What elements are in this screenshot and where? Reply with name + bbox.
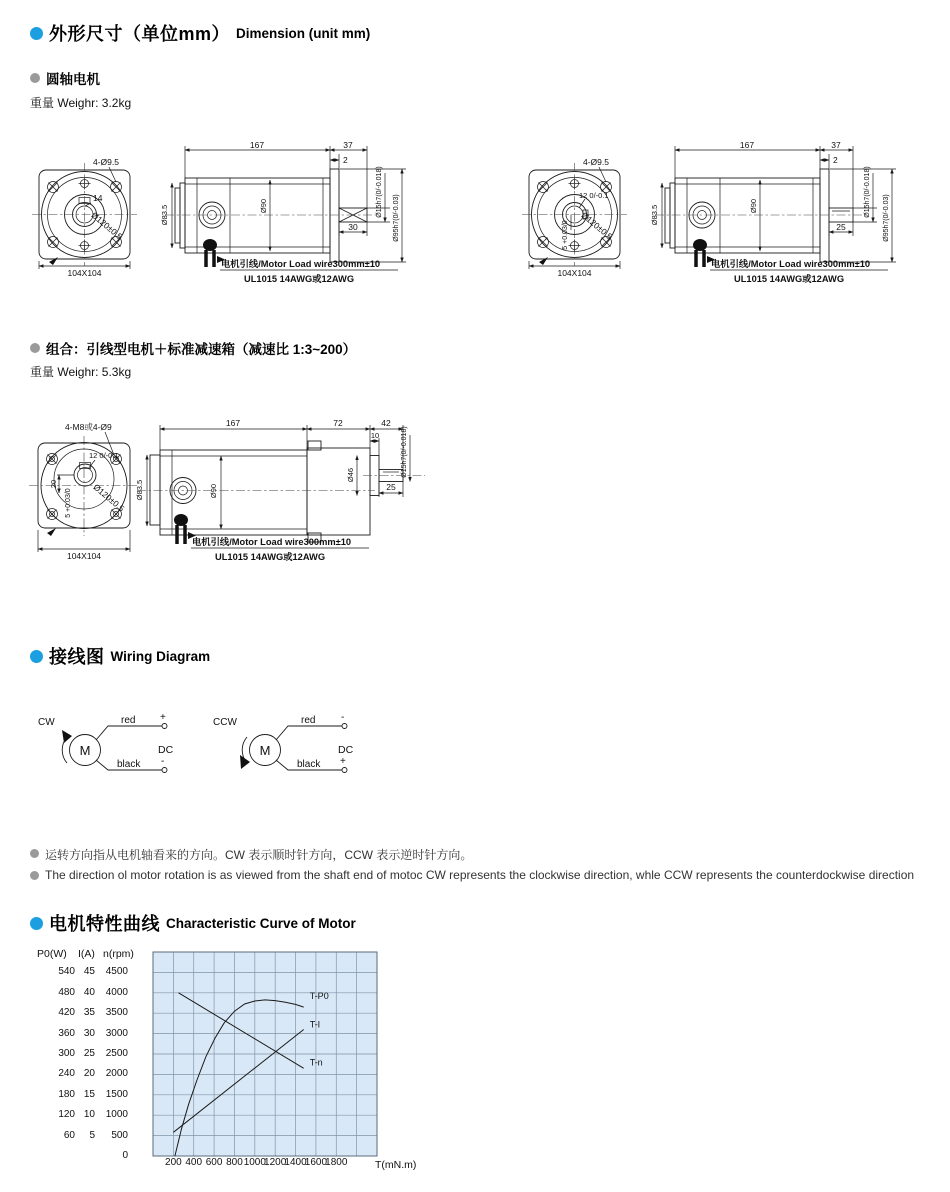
- dim-length: 167: [249, 140, 265, 150]
- dim-key-depth: 5 +0.03/0: [65, 488, 72, 518]
- ccw-arrow-icon: [240, 755, 250, 769]
- dim-gear-length: 72: [333, 418, 343, 428]
- dim-flange-thickness: 2: [343, 155, 348, 165]
- y-tick-n(rpm): 4000: [105, 986, 128, 998]
- y-tick-n(rpm): 3000: [105, 1027, 128, 1039]
- blue-bullet-icon: [30, 917, 43, 930]
- y-tick-n(rpm): 0: [122, 1150, 128, 1161]
- dc-label: DC: [158, 744, 174, 756]
- section-curve-heading: [30, 910, 356, 936]
- section-title-en: Wiring Diagram: [110, 648, 211, 664]
- black-wire-label: black: [117, 759, 141, 770]
- black-wire-label: black: [297, 759, 321, 770]
- dim-pilot-dia: Ø95h7(0/-0.03): [393, 194, 400, 242]
- y-tick-P0(W): 420: [58, 1007, 75, 1019]
- dim-length: 167: [739, 140, 755, 150]
- section-title-en: Characteristic Curve of Motor: [166, 915, 356, 931]
- note-text: 运转方向指从电机轴看来的方向。CW 表示顺时针方向，CCW 表示逆时针方向。: [45, 848, 473, 862]
- subsection-title: 圆轴电机: [46, 72, 100, 87]
- y-tick-I(A): 10: [83, 1109, 95, 1121]
- x-tick: 1000: [243, 1157, 266, 1168]
- motor-symbol: M: [79, 743, 91, 758]
- dim-shaft-length: 30: [348, 222, 358, 232]
- wiring-ccw: [213, 712, 354, 773]
- front-view: [32, 157, 137, 278]
- dim-bolt-circle: Ø120±0.5: [579, 209, 615, 242]
- section-dimension-heading: [30, 20, 370, 46]
- dc-label: DC: [338, 744, 354, 756]
- dim-square: 104X104: [66, 551, 102, 561]
- x-tick: 1200: [264, 1157, 287, 1168]
- x-tick: 1400: [284, 1157, 307, 1168]
- x-tick: 600: [205, 1157, 223, 1168]
- x-tick: 1800: [325, 1157, 348, 1168]
- dim-holes: 4-Ø9.5: [93, 157, 119, 167]
- dim-shaft-section: 42: [381, 418, 391, 428]
- y-tick-n(rpm): 2500: [105, 1048, 128, 1059]
- y-tick-P0(W): 360: [58, 1027, 75, 1039]
- wire-note-1: 电机引线/Motor Load wire300mm±10: [192, 537, 352, 547]
- x-tick: 800: [226, 1157, 243, 1168]
- red-wire-label: red: [301, 715, 316, 726]
- wire-note-1: 电机引线/Motor Load wire300mm±10: [221, 259, 381, 269]
- ccw-label: CCW: [213, 717, 237, 728]
- y-tick-I(A): 30: [83, 1027, 95, 1039]
- cw-label: CW: [38, 717, 55, 728]
- wire-note-2: UL1015 14AWG或12AWG: [244, 274, 355, 284]
- red-wire-label: red: [121, 715, 136, 726]
- gray-bullet-icon: [30, 871, 39, 880]
- characteristic-curve-chart: [37, 945, 477, 1192]
- section-title-en: Dimension (unit mm): [236, 25, 371, 41]
- y-tick-n(rpm): 3500: [105, 1007, 128, 1019]
- wire-note-2: UL1015 14AWG或12AWG: [215, 552, 326, 562]
- note-text: The direction ol motor rotation is as viewed from the shaft end of motoc CW represents the clockwise direction, whle CCW represents the counterdockwise direction: [45, 868, 915, 882]
- dim-step: 10: [370, 431, 380, 440]
- dim-key-width: 12 0/-0.1: [89, 451, 119, 460]
- dim-body-dia: Ø90: [749, 198, 758, 214]
- gray-bullet-icon: [30, 849, 39, 858]
- motor-symbol: M: [259, 743, 271, 758]
- y-tick-n(rpm): 1500: [105, 1088, 128, 1100]
- chart-x-axis-label: T(mN.m): [375, 1159, 417, 1171]
- drawing-key-shaft-motor: [515, 140, 935, 305]
- dim-flange-thickness: 2: [833, 155, 838, 165]
- side-view: [650, 140, 896, 284]
- blue-bullet-icon: [30, 27, 43, 40]
- section-title-zh: 接线图: [49, 647, 105, 667]
- dim-body-dia: Ø90: [259, 198, 268, 214]
- dim-bolt-circle: Ø120±0.5: [89, 209, 125, 242]
- gray-bullet-icon: [30, 343, 40, 353]
- y-tick-I(A): 15: [83, 1088, 95, 1100]
- y-tick-I(A): 25: [83, 1048, 95, 1059]
- minus-terminal: -: [341, 712, 345, 723]
- dim-square: 104X104: [67, 268, 102, 278]
- wiring-cw: [38, 712, 174, 773]
- note-en: [30, 868, 930, 882]
- dim-shaft-length: 25: [386, 482, 396, 492]
- dim-square: 104X104: [557, 268, 592, 278]
- y-tick-I(A): 45: [83, 966, 95, 978]
- dim-holes: 4-Ø9.5: [583, 157, 609, 167]
- x-tick: 1600: [304, 1157, 328, 1168]
- axis-header-p0: P0(W): [37, 948, 67, 960]
- y-tick-P0(W): 540: [58, 966, 75, 978]
- subsection-combo: [30, 338, 356, 358]
- wire-note-1: 电机引线/Motor Load wire300mm±10: [711, 259, 871, 269]
- weight-label: 重量 Weighr: 3.2kg: [30, 96, 132, 110]
- x-tick: 400: [185, 1157, 203, 1168]
- section-wiring-heading: [30, 643, 210, 669]
- y-tick-n(rpm): 1000: [105, 1109, 128, 1121]
- dim-shaft-offset: 20: [49, 479, 58, 489]
- dim-front-length: 37: [831, 140, 841, 150]
- dim-rear-dia: Ø83.5: [160, 204, 169, 226]
- drawing-round-shaft-motor: [25, 140, 445, 305]
- dim-shaft-dia: Ø15h7(0/-0.018): [401, 426, 408, 478]
- y-tick-P0(W): 240: [58, 1068, 75, 1080]
- dim-body-dia: Ø90: [209, 483, 218, 499]
- y-tick-n(rpm): 500: [111, 1129, 128, 1141]
- dim-key-depth: 5 +0.03/0: [562, 220, 569, 250]
- dim-shaft-length: 25: [836, 222, 846, 232]
- dim-shaft-width: 14: [93, 193, 103, 203]
- plus-terminal: +: [160, 712, 166, 723]
- y-tick-n(rpm): 4500: [105, 966, 128, 978]
- dim-pilot-dia: Ø95h7(0/-0.03): [883, 194, 890, 242]
- section-title-zh: 电机特性曲线: [49, 914, 160, 934]
- section-title-zh: 外形尺寸（单位mm）: [49, 24, 231, 44]
- y-tick-P0(W): 180: [58, 1088, 75, 1100]
- axis-header-n: n(rpm): [103, 948, 134, 960]
- side-view: [135, 418, 425, 562]
- y-tick-I(A): 35: [83, 1007, 95, 1019]
- dim-boss-dia: Ø46: [346, 467, 355, 483]
- blue-bullet-icon: [30, 650, 43, 663]
- drawing-gearmotor: [25, 405, 465, 590]
- plus-terminal: +: [340, 756, 346, 767]
- side-view: [160, 140, 406, 284]
- y-tick-P0(W): 300: [58, 1048, 75, 1059]
- cw-arrow-icon: [62, 730, 72, 743]
- dim-shaft-dia: Ø15h7(0/-0.018): [864, 166, 871, 218]
- dim-bolt-circle: Ø120±0.5: [91, 481, 127, 514]
- y-tick-P0(W): 120: [58, 1109, 75, 1121]
- dim-motor-length: 167: [225, 418, 241, 428]
- dim-front-length: 37: [343, 140, 353, 150]
- dim-shaft-dia: Ø15h7(0/-0.018): [376, 166, 383, 218]
- dim-holes: 4-M8或4-Ø9: [65, 422, 112, 432]
- y-tick-P0(W): 480: [58, 986, 75, 998]
- subsection-round-shaft: [30, 68, 100, 88]
- y-tick-P0(W): 60: [63, 1129, 75, 1141]
- y-tick-I(A): 5: [89, 1129, 95, 1141]
- y-tick-I(A): 20: [83, 1068, 95, 1080]
- weight-label: 重量 Weighr: 5.3kg: [30, 365, 132, 379]
- front-view: [522, 157, 627, 278]
- dim-rear-dia: Ø83.5: [135, 479, 144, 501]
- x-tick: 200: [165, 1157, 182, 1168]
- dim-key-width: 12 0/-0.1: [579, 191, 609, 200]
- wiring-diagram: [25, 700, 425, 795]
- subsection-title: 组合：引线型电机＋标准减速箱（减速比 1:3~200）: [46, 342, 357, 357]
- y-tick-I(A): 40: [83, 986, 95, 998]
- wire-note-2: UL1015 14AWG或12AWG: [734, 274, 845, 284]
- axis-header-i: I(A): [78, 948, 95, 960]
- curve-label-T-I: T-I: [309, 1019, 321, 1030]
- dim-rear-dia: Ø83.5: [650, 204, 659, 226]
- y-tick-n(rpm): 2000: [105, 1068, 128, 1080]
- minus-terminal: -: [161, 756, 165, 767]
- gray-bullet-icon: [30, 73, 40, 83]
- curve-label-T-n: T-n: [309, 1057, 323, 1068]
- curve-label-T-P0: T-P0: [309, 991, 329, 1002]
- front-view: [29, 422, 139, 561]
- note-zh: [30, 846, 930, 863]
- chart-plot-area: [153, 952, 377, 1156]
